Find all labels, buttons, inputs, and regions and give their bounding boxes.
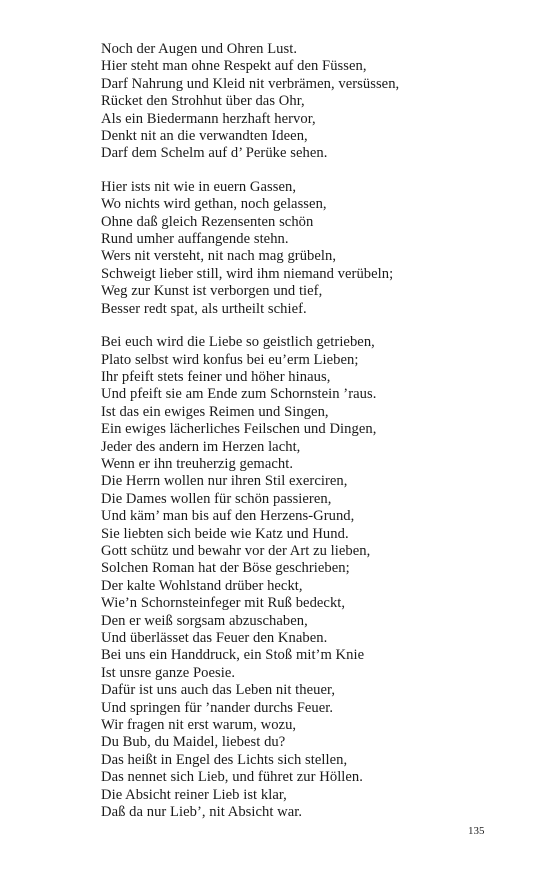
poem-line: Wo nichts wird gethan, noch gelassen,	[101, 196, 327, 213]
poem-line: Wie’n Schornsteinfeger mit Ruß bedeckt,	[101, 595, 346, 612]
page-number: 135	[468, 825, 485, 837]
stanza	[101, 179, 521, 318]
poem-line: Noch der Augen und Ohren Lust.	[101, 41, 298, 57]
poem-line: Besser redt spat, als urtheilt schief.	[101, 300, 307, 317]
poem-line: Dafür ist uns auch das Leben nit theuer,	[101, 682, 336, 699]
stanza	[101, 334, 521, 821]
poem-line: Das nennet sich Lieb, und führet zur Höllen.	[101, 769, 363, 786]
stanza	[101, 41, 521, 163]
poem-line: Wers nit versteht, nit nach mag grübeln,	[101, 248, 337, 265]
poem-line: Du Bub, du Maidel, liebest du?	[101, 734, 286, 751]
poem-line: Als ein Biedermann herzhaft hervor,	[101, 110, 316, 127]
poem-line: Hier ists nit wie in euern Gassen,	[101, 178, 297, 195]
poem-line: Daß da nur Lieb’, nit Absicht war.	[101, 804, 303, 821]
poem-line: Bei euch wird die Liebe so geistlich getrieben,	[101, 334, 375, 351]
poem-line: Und pfeift sie am Ende zum Schornstein ’raus.	[101, 386, 377, 403]
poem-line: Hier steht man ohne Respekt auf den Füssen,	[101, 58, 367, 75]
poem-line: Und springen für ’nander durchs Feuer.	[101, 699, 334, 716]
poem-line: Ohne daß gleich Rezensenten schön	[101, 213, 314, 230]
poem-line: Der kalte Wohlstand drüber heckt,	[101, 577, 303, 594]
poem-line: Die Herrn wollen nur ihren Stil exerciren,	[101, 473, 348, 490]
poem-line: Den er weiß sorgsam abzuschaben,	[101, 612, 308, 629]
poem-line: Ist unsre ganze Poesie.	[101, 664, 236, 681]
poem-line: Plato selbst wird konfus bei eu’erm Lieben;	[101, 351, 359, 368]
poem-line: Die Absicht reiner Lieb ist klar,	[101, 786, 287, 803]
poem-line: Wir fragen nit erst warum, wozu,	[101, 717, 297, 734]
poem-line: Weg zur Kunst ist verborgen und tief,	[101, 283, 323, 300]
poem-line: Die Dames wollen für schön passieren,	[101, 490, 332, 507]
poem-line: Rücket den Strohhut über das Ohr,	[101, 93, 305, 110]
poem-line: Rund umher auffangende stehn.	[101, 231, 289, 248]
poem-line: Schweigt lieber still, wird ihm niemand verübeln;	[101, 265, 394, 282]
poem-line: Gott schütz und bewahr vor der Art zu lieben,	[101, 542, 371, 559]
poem-text	[101, 41, 521, 837]
poem-line: Und überlässet das Feuer den Knaben.	[101, 630, 328, 646]
poem-line: Darf dem Schelm auf d’ Perüke sehen.	[101, 145, 328, 162]
poem-line: Darf Nahrung und Kleid nit verbrämen, versüssen,	[101, 75, 400, 92]
poem-line: Bei uns ein Handdruck, ein Stoß mit’m Knie	[101, 647, 365, 664]
poem-line: Sie liebten sich beide wie Katz und Hund.	[101, 525, 349, 542]
poem-line: Solchen Roman hat der Böse geschrieben;	[101, 560, 350, 577]
poem-line: Ihr pfeift stets feiner und höher hinaus,	[101, 368, 331, 385]
poem-line: Wenn er ihn treuherzig gemacht.	[101, 455, 294, 472]
poem-line: Ist das ein ewiges Reimen und Singen,	[101, 403, 329, 420]
poem-line: Jeder des andern im Herzen lacht,	[101, 438, 301, 455]
poem-line: Denkt nit an die verwandten Ideen,	[101, 128, 308, 145]
poem-line: Und käm’ man bis auf den Herzens-Grund,	[101, 508, 355, 525]
poem-line: Das heißt in Engel des Lichts sich stellen,	[101, 751, 348, 768]
poem-line: Ein ewiges lächerliches Feilschen und Dingen,	[101, 421, 377, 438]
